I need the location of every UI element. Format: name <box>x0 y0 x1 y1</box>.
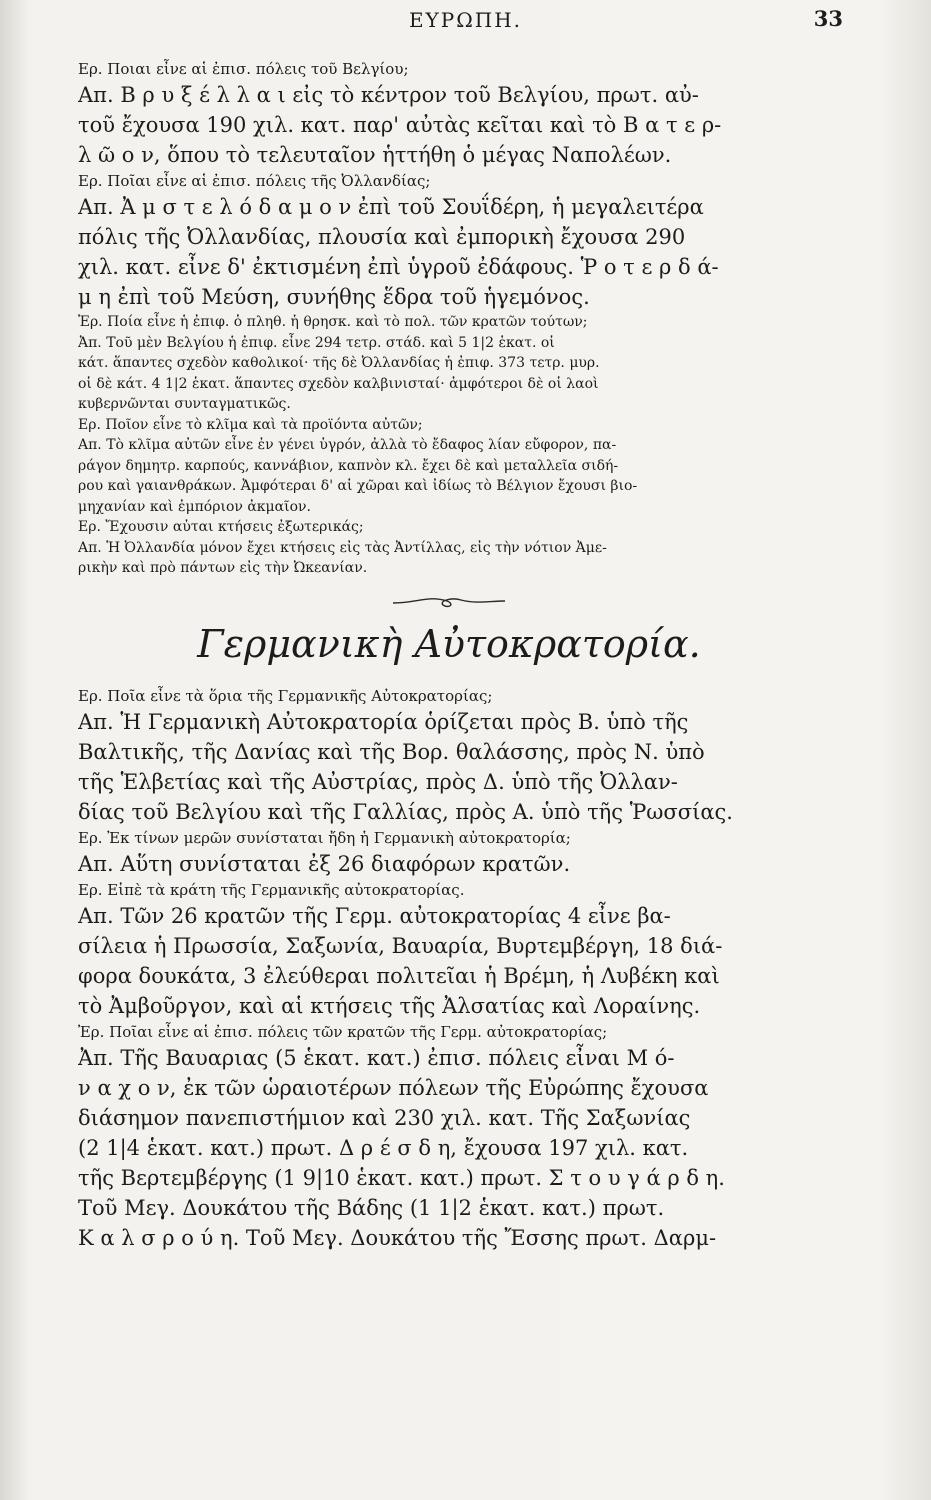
answer-line: Απ. Τῶν 26 κρατῶν τῆς Γερμ. αὐτοκρατορίας 4 εἶνε βα- <box>78 903 671 928</box>
answer-line: Απ. Ἡ Γερμανικὴ Αὐτοκρατορία ὁρίζεται πρὸς Β. ὑπὸ τῆς <box>78 709 689 734</box>
answer-line: Κ α λ σ ρ ο ύ η. Τοῦ Μεγ. Δουκάτου τῆς Ἔσσης πρωτ. Δαρμ- <box>78 1225 717 1250</box>
small-text-line: Ερ. Ποῖον εἶνε τὸ κλῖμα καὶ τὰ προϊόντα αὐτῶν; <box>78 416 423 433</box>
small-text-line: οἱ δὲ κάτ. 4 1|2 ἑκατ. ἅπαντες σχεδὸν καλβινισταί· ἀμφότεροι δὲ οἱ λαοὶ <box>78 375 599 392</box>
answer-line: φορα δουκάτα, 3 ἐλεύθεραι πολιτεῖαι ἡ Βρέμη, ἡ Λυβέκη καὶ <box>78 963 720 988</box>
answer-line: ν α χ ο ν, ἐκ τῶν ὡραιοτέρων πόλεων τῆς Εὐρώπης ἔχουσα <box>78 1075 709 1100</box>
small-text-line: κυβερνῶνται συνταγματικῶς. <box>78 396 291 412</box>
running-head <box>0 4 931 34</box>
question-line: Ερ. Εἰπὲ τὰ κράτη τῆς Γερμανικῆς αὐτοκρατορίας. <box>78 880 465 899</box>
question-line: Ἐρ. Ποῖαι εἶνε αἱ ἐπισ. πόλεις τῶν κρατῶν τῆς Γερμ. αὐτοκρατορίας; <box>78 1022 608 1041</box>
ornament-divider <box>78 591 820 615</box>
answer-line: (2 1|4 ἑκατ. κατ.) πρωτ. Δ ρ έ σ δ η, ἔχουσα 197 χιλ. κατ. <box>78 1135 689 1160</box>
answer-line: πόλις τῆς Ὀλλανδίας, πλουσία καὶ ἐμπορικὴ ἔχουσα 290 <box>78 225 686 249</box>
germany-block <box>78 685 820 1253</box>
answer-line: Ἀπ. Τῆς Βαυαριας (5 ἑκατ. κατ.) ἐπισ. πόλεις εἶναι Μ ό- <box>78 1045 675 1070</box>
small-text-line: Απ. Τὸ κλῖμα αὐτῶν εἶνε ἐν γένει ὑγρόν, ἀλλὰ τὸ ἔδαφος λίαν εὔφορον, πα- <box>78 437 617 453</box>
question-line: Ερ. Ποῖα εἶνε τὰ ὅρια τῆς Γερμανικῆς Αὐτοκρατορίας; <box>78 686 493 705</box>
running-title: ΕΥΡΩΠΗ. <box>408 8 523 32</box>
answer-line: μ η ἐπὶ τοῦ Μεύση, συνήθης ἕδρα τοῦ ἡγεμόνος. <box>78 285 590 309</box>
section-title: Γερμανικὴ Αὐτοκρατορία. <box>197 621 701 666</box>
answer-line: Απ. Αὕτη συνίσταται ἐξ 26 διαφόρων κρατῶν. <box>78 851 571 876</box>
small-text-line: Ἀπ. Τοῦ μὲν Βελγίου ἡ ἐπιφ. εἶνε 294 τετρ. στάδ. καὶ 5 1|2 ἑκατ. οἱ <box>78 334 555 351</box>
answer-line: σίλεια ἡ Πρωσσία, Σαξωνία, Βαυαρία, Βυρτεμβέργη, 18 διά- <box>78 933 723 958</box>
small-text-line: ρικὴν καὶ πρὸ πάντων εἰς τὴν Ὠκεανίαν. <box>78 560 368 576</box>
swash-ornament-icon <box>389 591 509 611</box>
small-text-line: μηχανίαν καὶ ἐμπόριον ἀκμαῖον. <box>78 498 311 515</box>
answer-line: τοῦ ἔχουσα 190 χιλ. κατ. παρ' αὐτὰς κεῖται καὶ τὸ Β α τ ε ρ- <box>78 113 722 137</box>
question-line: Ερ. Ποῖαι εἶνε αἱ ἐπισ. πόλεις τῆς Ὀλλανδίας; <box>78 172 431 190</box>
small-text-line: ρου καὶ γαιανθράκων. Ἀμφότεραι δ' αἱ χῶραι καὶ ἰδίως τὸ Βέλγιον ἔχουσι βιο- <box>78 478 638 494</box>
answer-line: Τοῦ Μεγ. Δουκάτου τῆς Βάδης (1 1|2 ἑκατ. κατ.) πρωτ. <box>78 1195 665 1220</box>
answer-line: λ ῶ ο ν, ὅπου τὸ τελευταῖον ἡττήθη ὁ μέγας Ναπολέων. <box>78 143 672 167</box>
small-text-line: Ἐρ. Ποία εἶνε ἡ ἐπιφ. ὁ πληθ. ἡ θρησκ. καὶ τὸ πολ. τῶν κρατῶν τούτων; <box>78 314 588 330</box>
text-body <box>78 58 820 1253</box>
answer-line: τῆς Βερτεμβέργης (1 9|10 ἑκατ. κατ.) πρωτ. Σ τ ο υ γ ά ρ δ η. <box>78 1165 725 1190</box>
small-text-line: Απ. Ἡ Ὀλλανδία μόνον ἔχει κτήσεις εἰς τὰς Ἀντίλλας, εἰς τὴν νότιον Ἀμε- <box>78 539 607 556</box>
answer-line: Απ. Ἀ μ σ τ ε λ ό δ α μ ο ν ἐπὶ τοῦ Σουΐδέρη, ἡ μεγαλειτέρα <box>78 195 704 219</box>
belgium-holland-block <box>78 58 820 579</box>
small-text-line: ράγον δημητρ. καρπούς, καννάβιον, καπνὸν κλ. ἔχει δὲ καὶ μεταλλεῖα σιδή- <box>78 457 619 474</box>
answer-line: Απ. Β ρ υ ξ έ λ λ α ι εἰς τὸ κέντρον τοῦ Βελγίου, πρωτ. αὐ- <box>78 83 699 107</box>
answer-line: Βαλτικῆς, τῆς Δανίας καὶ τῆς Βορ. θαλάσσης, πρὸς Ν. ὑπὸ <box>78 739 705 764</box>
question-line: Ερ. Ποιαι εἶνε αἱ ἐπισ. πόλεις τοῦ Βελγίου; <box>78 60 409 78</box>
answer-line: τὸ Ἀμβοῦργον, καὶ αἱ κτήσεις τῆς Ἀλσατίας καὶ Λοραίνης. <box>78 993 701 1018</box>
answer-line: τῆς Ἑλβετίας καὶ τῆς Αὐστρίας, πρὸς Δ. ὑπὸ τῆς Ὀλλαν- <box>78 769 678 794</box>
question-line: Ερ. Ἐκ τίνων μερῶν συνίσταται ἤδη ἡ Γερμανικὴ αὐτοκρατορία; <box>78 828 571 847</box>
answer-line: χιλ. κατ. εἶνε δ' ἐκτισμένη ἐπὶ ὑγροῦ ἐδάφους. Ῥ ο τ ε ρ δ ά- <box>78 255 719 279</box>
small-text-line: κάτ. ἅπαντες σχεδὸν καθολικοί· τῆς δὲ Ὀλλανδίας ἡ ἐπιφ. 373 τετρ. μυρ. <box>78 355 600 371</box>
page-number: 33 <box>813 6 843 31</box>
answer-line: δίας τοῦ Βελγίου καὶ τῆς Γαλλίας, πρὸς Α. ὑπὸ τῆς Ῥωσσίας. <box>78 799 733 824</box>
answer-line: διάσημον πανεπιστήμιον καὶ 230 χιλ. κατ. Τῆς Σαξωνίας <box>78 1105 691 1130</box>
small-text-line: Ερ. Ἔχουσιν αὐται κτήσεις ἐξωτερικάς; <box>78 519 364 535</box>
